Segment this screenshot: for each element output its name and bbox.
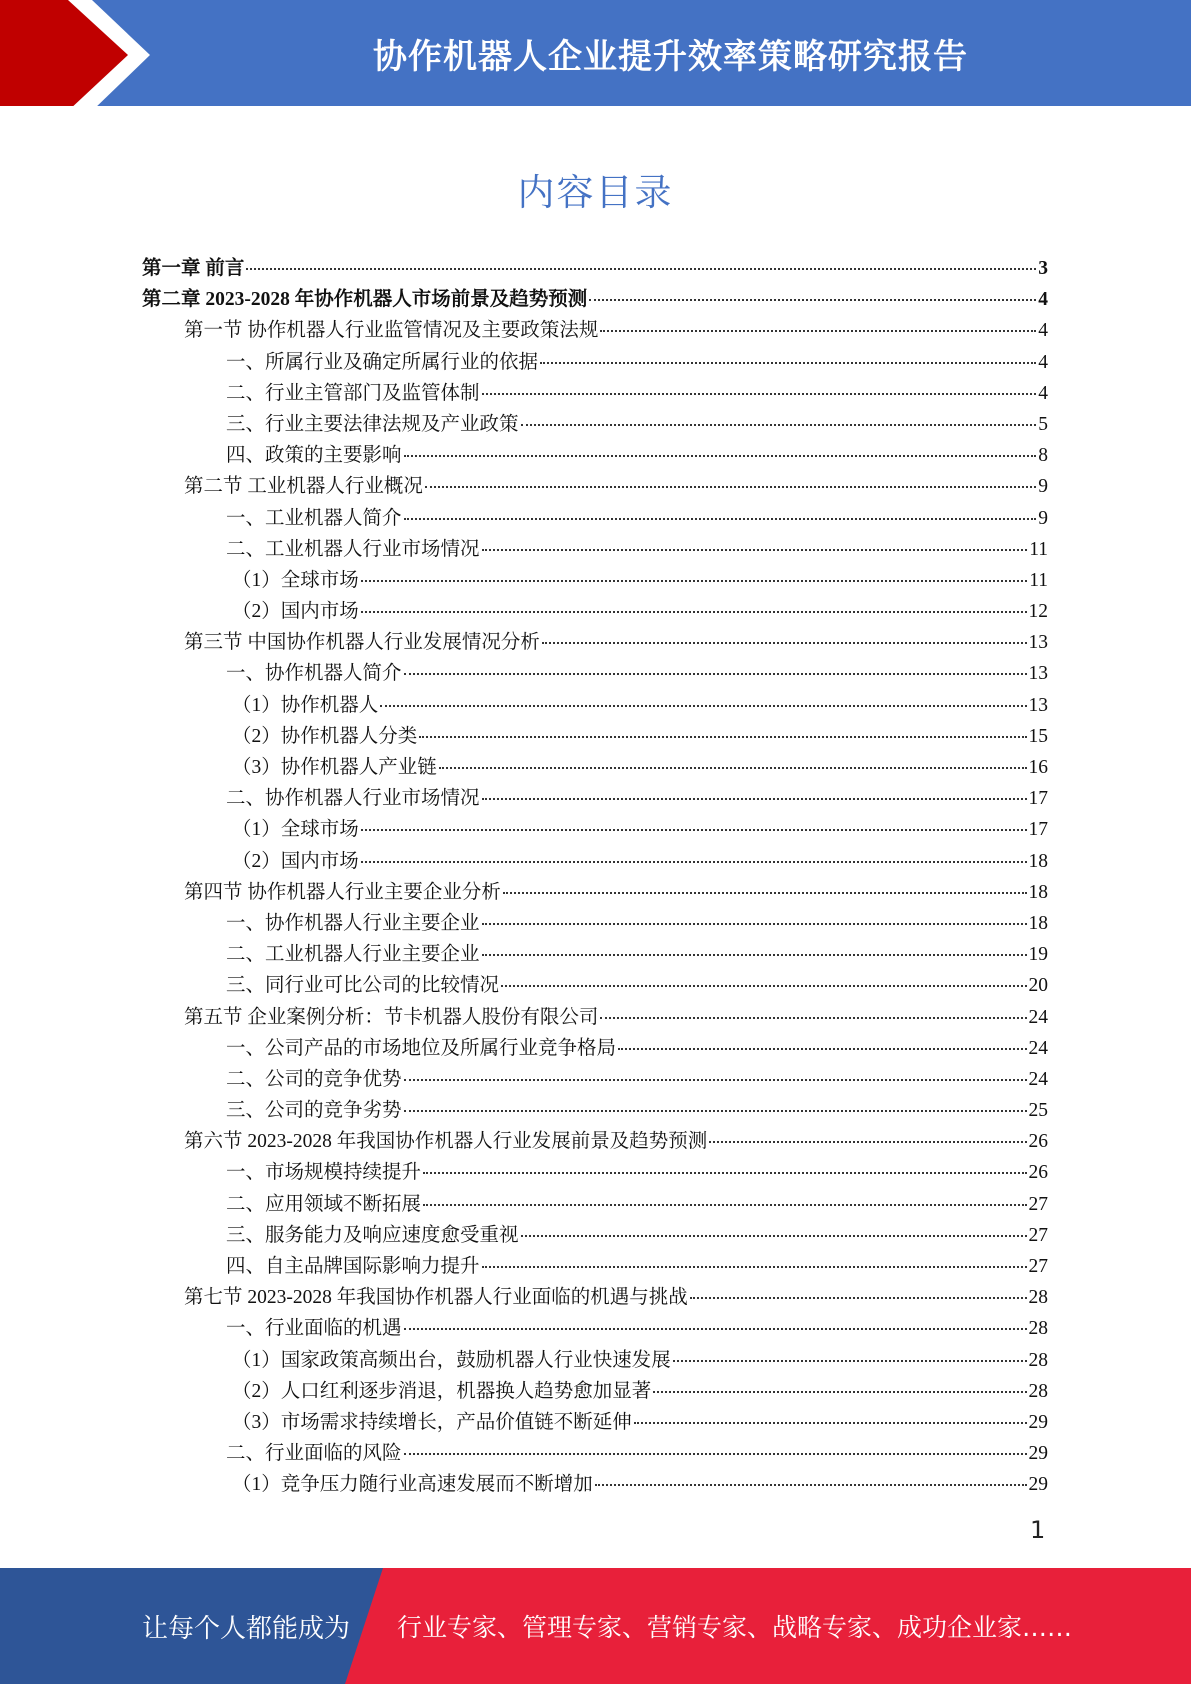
toc-entry[interactable]	[142, 908, 1048, 939]
toc-entry-page: 28	[1028, 1287, 1048, 1309]
toc-entry-label: （3）市场需求持续增长，产品价值链不断延伸	[232, 1411, 632, 1433]
toc-entry-label: 四、自主品牌国际影响力提升	[226, 1256, 480, 1277]
toc-entry-page: 28	[1028, 1318, 1048, 1340]
toc-dot-leader	[521, 1235, 1027, 1237]
toc-entry[interactable]	[142, 721, 1048, 752]
toc-dot-leader	[439, 767, 1027, 769]
toc-dot-leader	[361, 611, 1027, 613]
toc-entry-label: 第二节 工业机器人行业概况	[184, 476, 423, 498]
toc-entry-page: 13	[1028, 694, 1048, 716]
toc-entry-label: （1）全球市场	[232, 569, 359, 591]
toc-entry[interactable]	[142, 1220, 1048, 1251]
toc-dot-leader	[501, 985, 1026, 987]
toc-entry[interactable]	[142, 1157, 1048, 1188]
toc-entry-page: 28	[1028, 1349, 1048, 1371]
toc-entry-label: 二、行业主管部门及监管体制	[226, 382, 480, 404]
toc-entry-label: 第一章 前言	[142, 258, 245, 279]
toc-entry[interactable]	[142, 846, 1048, 877]
table-of-contents	[142, 253, 1048, 1501]
toc-entry[interactable]	[142, 814, 1048, 845]
toc-entry[interactable]	[142, 970, 1048, 1001]
toc-entry-page: 25	[1028, 1100, 1048, 1122]
toc-entry-page: 11	[1029, 538, 1048, 560]
toc-entry-label: 第五节 企业案例分析：节卡机器人股份有限公司	[184, 1006, 599, 1028]
toc-dot-leader	[653, 1391, 1026, 1393]
toc-dot-leader	[404, 518, 1037, 520]
page-number: 1	[1030, 1516, 1046, 1544]
toc-dot-leader	[425, 486, 1036, 488]
header-banner	[0, 0, 1191, 111]
toc-dot-leader	[361, 861, 1027, 863]
toc-entry-label: 一、公司产品的市场地位及所属行业竞争格局	[226, 1037, 617, 1059]
toc-entry[interactable]	[142, 1345, 1048, 1376]
toc-entry[interactable]	[142, 440, 1048, 471]
toc-entry-page: 12	[1028, 601, 1048, 623]
toc-entry-label: 三、行业主要法律法规及产业政策	[226, 413, 519, 435]
toc-entry-page: 9	[1038, 507, 1048, 529]
toc-dot-leader	[404, 1079, 1027, 1081]
toc-entry-page: 29	[1028, 1443, 1048, 1465]
toc-entry[interactable]	[142, 1033, 1048, 1064]
toc-entry-page: 18	[1028, 881, 1048, 903]
toc-entry-page: 24	[1028, 1037, 1048, 1059]
toc-entry[interactable]	[142, 565, 1048, 596]
toc-entry-label: 二、协作机器人行业市场情况	[226, 788, 480, 810]
toc-entry-label: 第四节 协作机器人行业主要企业分析	[184, 881, 501, 903]
toc-dot-leader	[709, 1141, 1026, 1143]
toc-entry[interactable]	[142, 658, 1048, 689]
toc-entry-label: 一、行业面临的机遇	[226, 1318, 402, 1340]
toc-dot-leader	[423, 1172, 1026, 1174]
toc-entry[interactable]	[142, 253, 1048, 284]
toc-entry-page: 27	[1028, 1224, 1048, 1246]
toc-entry-page: 20	[1028, 975, 1048, 997]
toc-entry-page: 13	[1028, 663, 1048, 685]
toc-dot-leader	[404, 455, 1037, 457]
toc-dot-leader	[482, 1266, 1027, 1268]
toc-dot-leader	[361, 580, 1027, 582]
toc-entry-label: 三、同行业可比公司的比较情况	[226, 975, 500, 997]
toc-entry[interactable]	[142, 1469, 1048, 1500]
toc-entry-page: 8	[1038, 445, 1048, 467]
toc-entry-label: 第六节 2023-2028 年我国协作机器人行业发展前景及趋势预测	[184, 1131, 708, 1153]
toc-dot-leader	[482, 393, 1037, 395]
toc-entry-label: （1）国家政策高频出台，鼓励机器人行业快速发展	[232, 1349, 671, 1371]
toc-entry[interactable]	[142, 1251, 1048, 1282]
toc-entry-label: （1）竞争压力随行业高速发展而不断增加	[232, 1474, 593, 1496]
toc-entry[interactable]	[142, 1438, 1048, 1469]
toc-entry-page: 29	[1028, 1474, 1048, 1496]
toc-entry-label: 三、公司的竞争劣势	[226, 1100, 402, 1122]
toc-dot-leader	[634, 1422, 1027, 1424]
toc-entry-page: 26	[1028, 1131, 1048, 1153]
toc-dot-leader	[361, 829, 1027, 831]
toc-entry-page: 11	[1029, 569, 1048, 591]
toc-entry-page: 28	[1028, 1380, 1048, 1402]
toc-entry-label: 一、协作机器人行业主要企业	[226, 912, 480, 934]
toc-entry-page: 3	[1038, 258, 1048, 279]
toc-entry[interactable]	[142, 284, 1048, 315]
toc-entry[interactable]	[142, 471, 1048, 502]
toc-entry-page: 18	[1028, 850, 1048, 872]
toc-entry-label: 第七节 2023-2028 年我国协作机器人行业面临的机遇与挑战	[184, 1287, 688, 1309]
toc-entry-page: 27	[1028, 1256, 1048, 1277]
toc-entry-page: 15	[1028, 725, 1048, 747]
toc-entry-label: 一、工业机器人简介	[226, 507, 402, 529]
toc-entry-page: 18	[1028, 912, 1048, 934]
toc-dot-leader	[482, 923, 1027, 925]
toc-entry[interactable]	[142, 690, 1048, 721]
toc-entry-page: 4	[1038, 382, 1048, 404]
toc-entry-page: 24	[1028, 1068, 1048, 1090]
toc-entry-page: 4	[1038, 289, 1048, 311]
toc-entry-label: 第三节 中国协作机器人行业发展情况分析	[184, 632, 540, 654]
toc-dot-leader	[542, 642, 1027, 644]
toc-entry[interactable]	[142, 752, 1048, 783]
toc-entry-label: 二、工业机器人行业主要企业	[226, 944, 480, 966]
toc-entry-page: 17	[1028, 819, 1048, 841]
toc-dot-leader	[246, 268, 1036, 270]
toc-entry-page: 5	[1038, 413, 1048, 435]
toc-entry-page: 9	[1038, 476, 1048, 498]
toc-dot-leader	[600, 1017, 1026, 1019]
toc-entry[interactable]	[142, 503, 1048, 534]
toc-dot-leader	[690, 1297, 1027, 1299]
toc-dot-leader	[673, 1360, 1027, 1362]
toc-entry-label: （2）协作机器人分类	[232, 725, 418, 747]
toc-entry[interactable]	[142, 1189, 1048, 1220]
toc-entry[interactable]	[142, 1407, 1048, 1438]
toc-dot-leader	[540, 362, 1036, 364]
toc-entry[interactable]	[142, 534, 1048, 565]
toc-dot-leader	[595, 1484, 1027, 1486]
footer-banner	[0, 1568, 1191, 1684]
toc-dot-leader	[423, 1204, 1026, 1206]
toc-entry-page: 19	[1028, 944, 1048, 966]
toc-entry-label: （2）国内市场	[232, 601, 359, 623]
toc-dot-leader	[482, 798, 1027, 800]
toc-entry-label: 一、协作机器人简介	[226, 663, 402, 685]
toc-dot-leader	[404, 1110, 1027, 1112]
toc-entry-page: 24	[1028, 1006, 1048, 1028]
toc-dot-leader	[404, 673, 1027, 675]
footer-slogan-left: 让每个人都能成为	[142, 1613, 351, 1644]
toc-dot-leader	[521, 424, 1037, 426]
toc-entry[interactable]	[142, 1002, 1048, 1033]
toc-entry-page: 4	[1038, 351, 1048, 373]
toc-entry[interactable]	[142, 1313, 1048, 1344]
toc-entry-page: 17	[1028, 788, 1048, 810]
toc-dot-leader	[404, 1328, 1027, 1330]
toc-entry-label: （2）人口红利逐步消退，机器换人趋势愈加显著	[232, 1380, 652, 1402]
toc-entry[interactable]	[142, 877, 1048, 908]
footer-slogan-right: 行业专家、管理专家、营销专家、战略专家、成功企业家……	[397, 1613, 1073, 1642]
toc-entry[interactable]	[142, 939, 1048, 970]
toc-entry-label: 二、应用领域不断拓展	[226, 1193, 422, 1215]
toc-dot-leader	[503, 892, 1027, 894]
toc-entry-label: 二、行业面临的风险	[226, 1443, 402, 1465]
toc-entry[interactable]	[142, 378, 1048, 409]
toc-entry[interactable]	[142, 596, 1048, 627]
toc-entry-page: 26	[1028, 1162, 1048, 1184]
toc-dot-leader	[482, 954, 1027, 956]
toc-entry[interactable]	[142, 1064, 1048, 1095]
toc-entry-page: 13	[1028, 632, 1048, 654]
toc-entry[interactable]	[142, 1095, 1048, 1126]
report-title: 协作机器人企业提升效率策略研究报告	[373, 36, 968, 77]
toc-entry[interactable]	[142, 315, 1048, 346]
toc-dot-leader	[482, 549, 1028, 551]
toc-entry-label: 二、公司的竞争优势	[226, 1068, 402, 1090]
toc-entry-label: （2）国内市场	[232, 850, 359, 872]
toc-dot-leader	[618, 1048, 1026, 1050]
toc-dot-leader	[419, 736, 1026, 738]
toc-entry-label: （1）全球市场	[232, 819, 359, 841]
toc-entry-page: 27	[1028, 1193, 1048, 1215]
toc-dot-leader	[380, 705, 1026, 707]
toc-entry[interactable]	[142, 347, 1048, 378]
toc-entry-label: 第二章 2023-2028 年协作机器人市场前景及趋势预测	[142, 289, 588, 311]
toc-entry[interactable]	[142, 409, 1048, 440]
toc-entry-label: 一、市场规模持续提升	[226, 1162, 422, 1184]
toc-dot-leader	[600, 330, 1036, 332]
toc-entry-label: 三、服务能力及响应速度愈受重视	[226, 1224, 519, 1246]
toc-dot-leader	[404, 1453, 1027, 1455]
toc-dot-leader	[589, 299, 1036, 301]
toc-entry-label: 第一节 协作机器人行业监管情况及主要政策法规	[184, 320, 599, 342]
toc-entry[interactable]	[142, 1282, 1048, 1313]
toc-entry-label: （3）协作机器人产业链	[232, 757, 437, 778]
toc-entry-page: 16	[1028, 757, 1048, 778]
toc-entry[interactable]	[142, 783, 1048, 814]
toc-entry[interactable]	[142, 1126, 1048, 1157]
toc-entry-label: 二、工业机器人行业市场情况	[226, 538, 480, 560]
toc-entry-label: （1）协作机器人	[232, 694, 379, 716]
toc-entry-page: 4	[1038, 320, 1048, 342]
toc-entry-page: 29	[1028, 1411, 1048, 1433]
toc-entry-label: 一、所属行业及确定所属行业的依据	[226, 351, 539, 373]
toc-entry-label: 四、政策的主要影响	[226, 445, 402, 467]
toc-entry[interactable]	[142, 1376, 1048, 1407]
toc-title: 内容目录	[517, 171, 674, 214]
toc-entry[interactable]	[142, 627, 1048, 658]
